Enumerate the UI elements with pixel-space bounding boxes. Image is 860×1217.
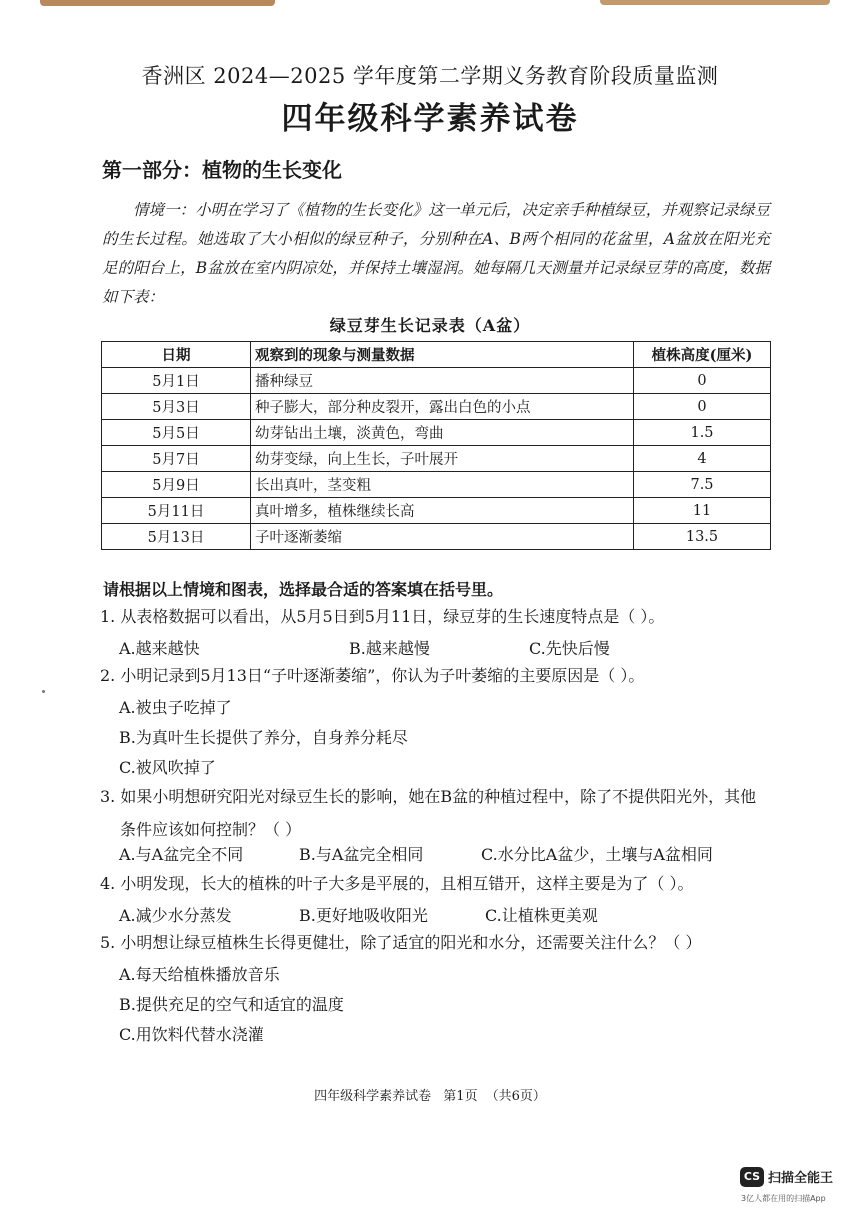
table-caption: 绿豆芽生长记录表（A盆）	[329, 316, 531, 335]
option-c: C.让植株更美观	[485, 906, 598, 925]
cell-height: 0	[634, 368, 771, 394]
footer-page-number: 第1页	[443, 1089, 478, 1104]
option-b: B.提供充足的空气和适宜的温度	[119, 995, 344, 1014]
cell-height: 1.5	[634, 420, 771, 446]
table-row	[102, 420, 771, 446]
table-row	[102, 446, 771, 472]
scenario-text: 情境一：小明在学习了《植物的生长变化》这一单元后，决定亲手种植绿豆，并观察记录绿豆的生长过程。她选取了大小相似的绿豆种子，分别种在A、B两个相同的花盆里，A盆放在阳光充足的阳台上，B盆放在室内阴凉处，并保持土壤湿润。她每隔几天测量并记录绿豆芽的高度，数据如下表：	[102, 201, 770, 306]
scan-speck	[42, 690, 45, 693]
option-b: B.更好地吸收阳光	[299, 906, 428, 925]
header-observation: 观察到的现象与测量数据	[251, 342, 634, 368]
table-row	[102, 472, 771, 498]
question-1: 1. 从表格数据可以看出，从5月5日到5月11日，绿豆芽的生长速度特点是（ ）。	[100, 607, 665, 626]
question-3	[100, 780, 768, 846]
cell-height: 7.5	[634, 472, 771, 498]
option-b: B.与A盆完全相同	[299, 845, 424, 864]
exam-title: 四年级科学素养试卷	[281, 101, 579, 137]
option-b: B.越来越慢	[349, 639, 430, 658]
question-2: 2. 小明记录到5月13日“子叶逐渐萎缩”，你认为子叶萎缩的主要原因是（ ）。	[100, 666, 645, 685]
camscanner-name: 扫描全能王	[768, 1171, 834, 1186]
footer-exam-name: 四年级科学素养试卷	[314, 1089, 432, 1104]
cell-height: 0	[634, 394, 771, 420]
header-height: 植株高度(厘米)	[634, 342, 771, 368]
question-4: 4. 小明发现，长大的植株的叶子大多是平展的，且相互错开，这样主要是为了（ ）。	[100, 874, 694, 893]
camscanner-logo-icon: CS	[740, 1167, 764, 1187]
option-a: A.减少水分蒸发	[119, 906, 232, 925]
table-row	[102, 524, 771, 550]
instruction-text: 请根据以上情境和图表，选择最合适的答案填在括号里。	[103, 580, 504, 599]
table-row	[102, 394, 771, 420]
cell-date: 5月13日	[102, 524, 251, 550]
option-b: B.为真叶生长提供了养分，自身养分耗尽	[119, 728, 408, 747]
option-c: C.被风吹掉了	[119, 758, 216, 777]
table-row	[102, 368, 771, 394]
cell-date: 5月11日	[102, 498, 251, 524]
cell-observation: 真叶增多，植株继续长高	[251, 498, 634, 524]
cell-observation: 种子膨大，部分种皮裂开，露出白色的小点	[251, 394, 634, 420]
camscanner-tagline: 3亿人都在用的扫描App	[741, 1194, 826, 1203]
growth-record-table	[101, 341, 771, 550]
cell-date: 5月5日	[102, 420, 251, 446]
scan-edge-mark	[40, 0, 275, 6]
section-title: 第一部分：植物的生长变化	[102, 158, 342, 182]
cell-observation: 幼芽钻出土壤，淡黄色，弯曲	[251, 420, 634, 446]
option-c: C.先快后慢	[529, 639, 610, 658]
question-3-text: 3. 如果小明想研究阳光对绿豆生长的影响，她在B盆的种植过程中，除了不提供阳光外，其他条件应该如何控制？（ ）	[100, 787, 757, 839]
table-row	[102, 498, 771, 524]
option-a: A.每天给植株播放音乐	[119, 965, 280, 984]
cell-height: 11	[634, 498, 771, 524]
cell-date: 5月3日	[102, 394, 251, 420]
cell-observation: 幼芽变绿，向上生长，子叶展开	[251, 446, 634, 472]
cell-date: 5月9日	[102, 472, 251, 498]
cell-height: 13.5	[634, 524, 771, 550]
option-a: A.越来越快	[119, 639, 200, 658]
cell-date: 5月7日	[102, 446, 251, 472]
question-5: 5. 小明想让绿豆植株生长得更健壮，除了适宜的阳光和水分，还需要关注什么？（ ）	[100, 933, 702, 952]
table-header-row	[102, 342, 771, 368]
exam-header: 香洲区 2024—2025 学年度第二学期义务教育阶段质量监测	[141, 64, 719, 88]
option-a: A.与A盆完全不同	[119, 845, 244, 864]
cell-date: 5月1日	[102, 368, 251, 394]
cell-observation: 长出真叶，茎变粗	[251, 472, 634, 498]
cell-observation: 子叶逐渐萎缩	[251, 524, 634, 550]
option-a: A.被虫子吃掉了	[119, 698, 232, 717]
cell-height: 4	[634, 446, 771, 472]
footer-total-pages: （共6页）	[485, 1089, 546, 1104]
option-c: C.水分比A盆少，土壤与A盆相同	[481, 845, 713, 864]
option-c: C.用饮料代替水浇灌	[119, 1025, 264, 1044]
scan-edge-mark	[600, 0, 830, 5]
header-date: 日期	[102, 342, 251, 368]
page-footer	[0, 1085, 860, 1104]
cell-observation: 播种绿豆	[251, 368, 634, 394]
